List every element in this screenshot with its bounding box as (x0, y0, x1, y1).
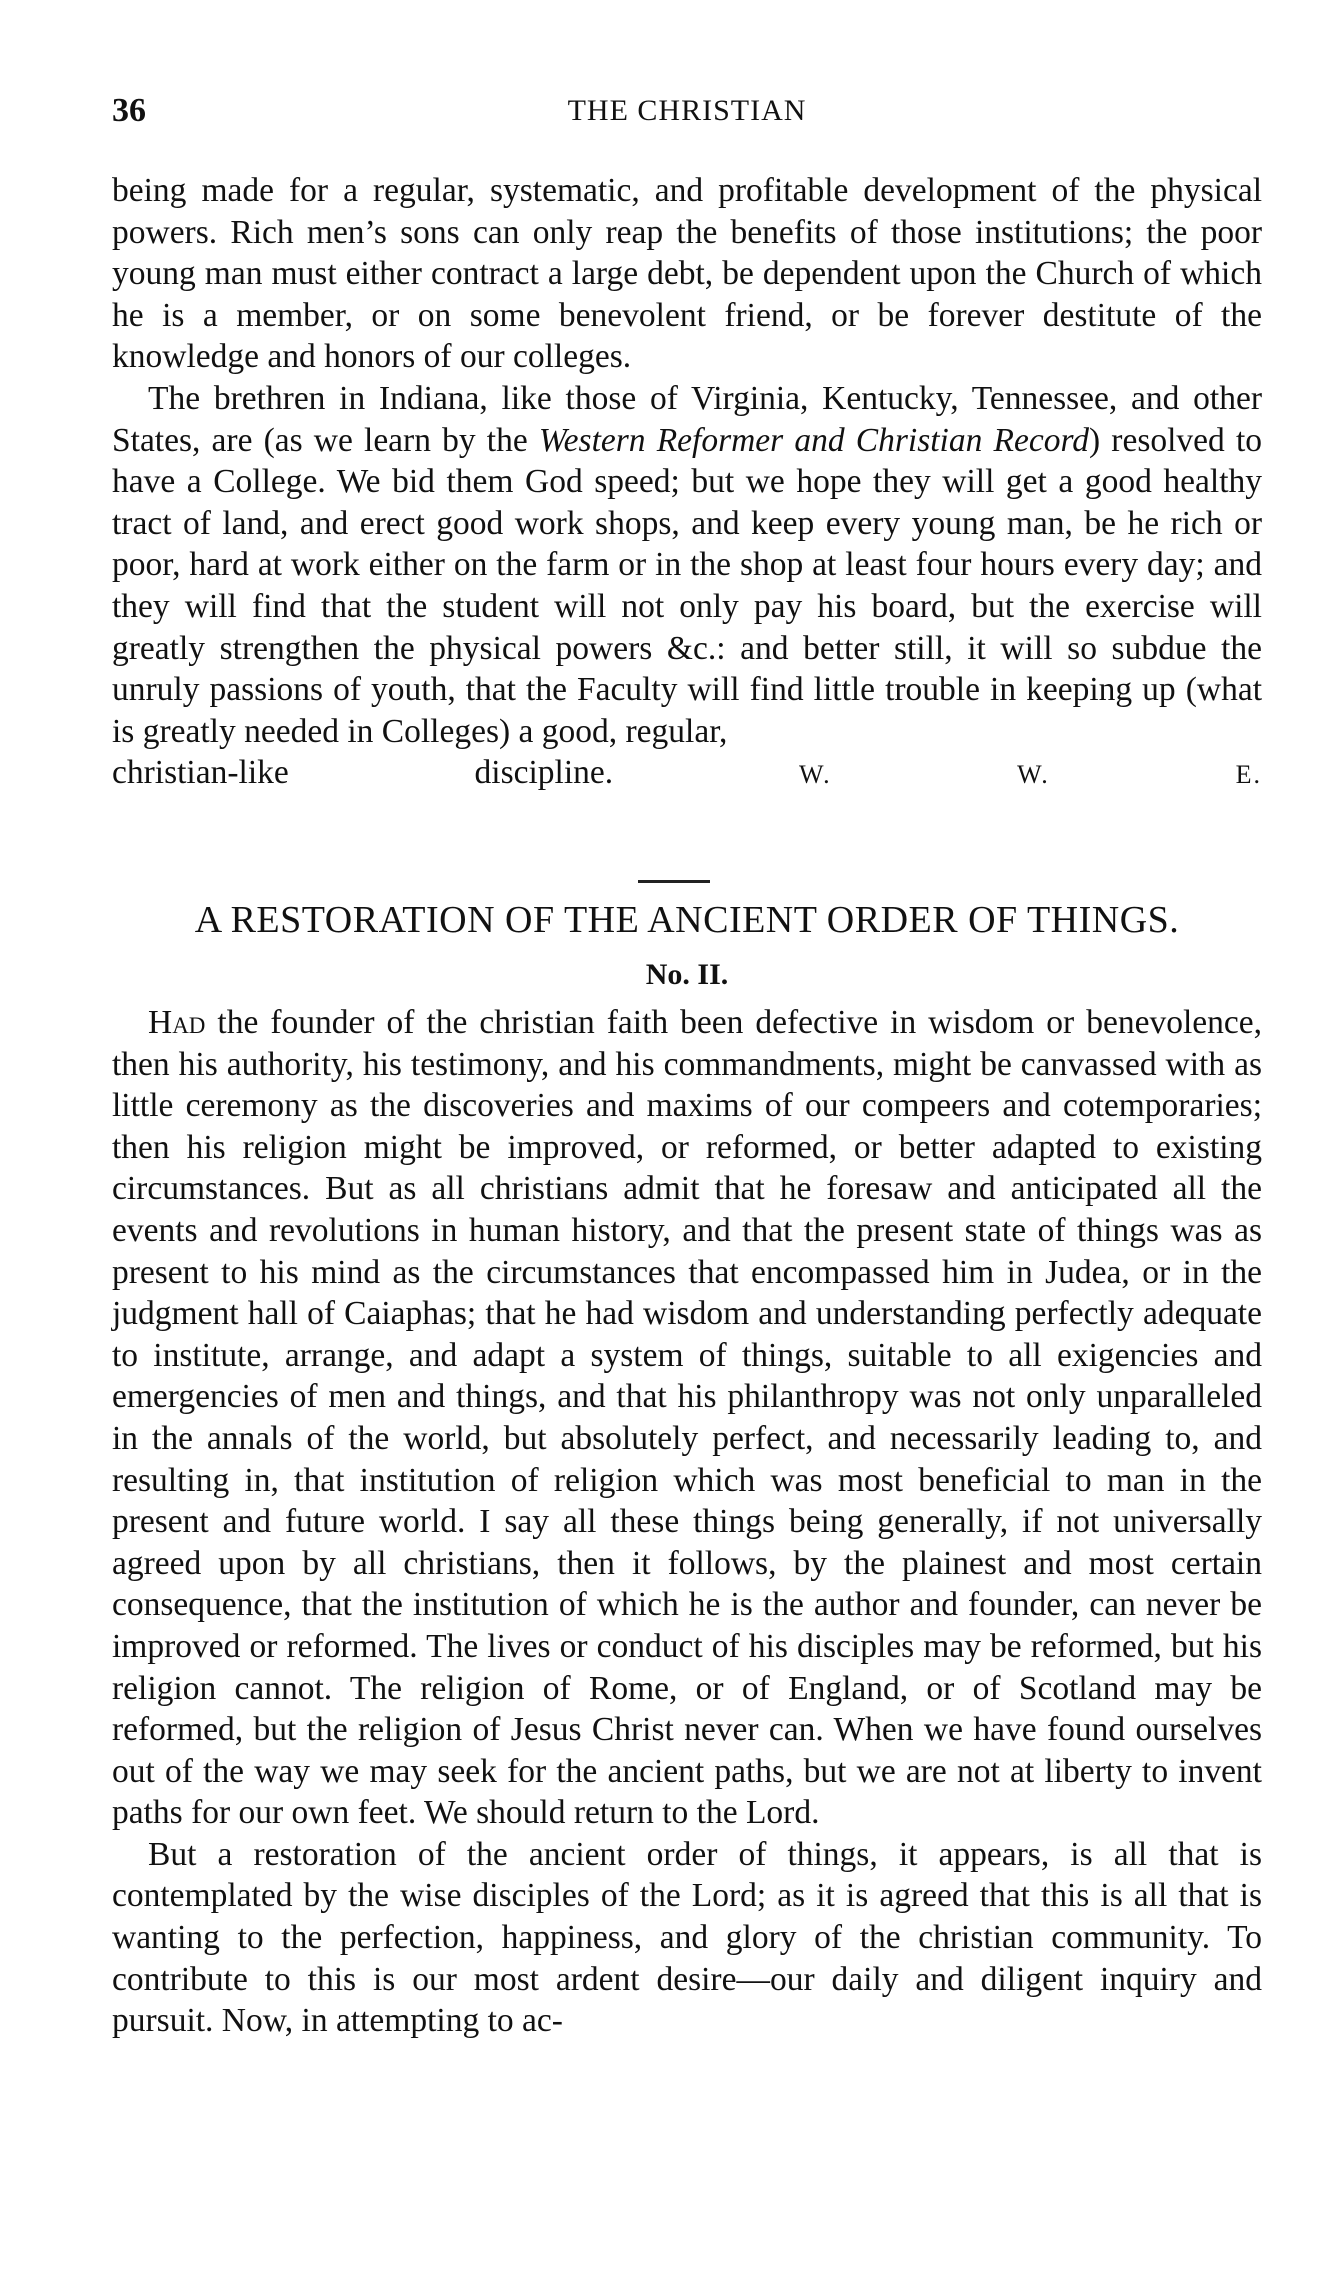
article-two-paragraph-1-text: the founder of the christian faith been defective in wisdom or benevolence, then his authority, his testimony, and his commandments, might be canvassed with as little ceremony as the discoveries and maxims of our compeers and cotemporaries; then his religion might be improved, or reformed, or better adapted to existing circumstances. But as all christians admit that he foresaw and anticipated all the events and revolutions in human history, and that the present state of things was as present to his mind as the circumstances that encompassed him in Judea, or in the judgment hall of Caiaphas; that he had wisdom and understanding perfectly adequate to institute, arrange, and adapt a system of things, suitable to all exigencies and emergencies of men and things, and that his philanthropy was not only unparalleled in the annals of the world, but absolutely perfect, and necessarily leading to, and resulting in, that institution of religion which was most beneficial to man in the present and future world. I say all these things being generally, if not universally agreed upon by all christians, then it follows, by the plainest and most certain consequence, that the institution of which he is the author and founder, can never be improved or reformed. The lives or conduct of his disciples may be reformed, but his religion cannot. The religion of Rome, or of England, or of Scotland may be reformed, but the religion of Jesus Christ never can. When we have found ourselves out of the way we may seek for the ancient paths, but we are not at liberty to invent paths for our own feet. We should return to the Lord. (112, 1004, 1262, 1832)
article-one-paragraph-2 (112, 378, 1262, 752)
article-one-paragraph-1: being made for a regular, systematic, and profitable development of the physical powers. Rich men’s sons can only reap the benefits of those institutions; the poor young man must either contract a large debt, be dependent upon the Church of which he is a member, or on some benevolent friend, or be forever destitute of the knowledge and honors of our colleges. (112, 172, 1262, 376)
article-two-paragraph-1 (112, 1002, 1262, 1834)
signature-line (112, 752, 1262, 796)
paragraph-2-text-rest: ) resolved to have a College. We bid them God speed; but we hope they will get a good healthy tract of land, and erect good work shops, and keep every young man, be he rich or poor, hard at work either on the farm or in the shop at least four hours every day; and they will find that the student will not only pay his board, but the exercise will greatly strengthen the physical powers &c.: and better still, it will so subdue the unruly passions of youth, that the Faculty will find little trouble in keeping up (what is greatly needed in Colleges) a good, regular, (112, 421, 1262, 750)
journal-title: THE CHRISTIAN (567, 94, 807, 127)
periodical-title: Western Reformer and Christian Record (538, 421, 1089, 459)
article-number: No. II. (645, 958, 729, 991)
paragraph-2-text-start: The brethren in Indiana, like those of Virginia, Kentucky, Tennessee, and other States, are (as we learn by the (112, 379, 1262, 459)
opening-word: Had (148, 1004, 206, 1041)
page-number: 36 (112, 92, 146, 129)
closing-words: christian-like discipline. (112, 754, 614, 792)
section-divider (638, 880, 710, 883)
running-head (112, 92, 1262, 132)
article-two-paragraph-2: But a restoration of the ancient order of things, it appears, is all that is contemplated by the wise disciples of the Lord; as it is agreed that this is all that is wanting to the perfection, happiness, and glory of the christian community. To contribute to this is our most ardent desire—our daily and diligent inquiry and pursuit. Now, in attempting to ac- (112, 1835, 1262, 2040)
author-signature: W. W. E. (798, 760, 1263, 790)
article-title: A RESTORATION OF THE ANCIENT ORDER OF THINGS. (194, 899, 1180, 941)
article-two (112, 1002, 1262, 2042)
article-one (112, 170, 1262, 796)
